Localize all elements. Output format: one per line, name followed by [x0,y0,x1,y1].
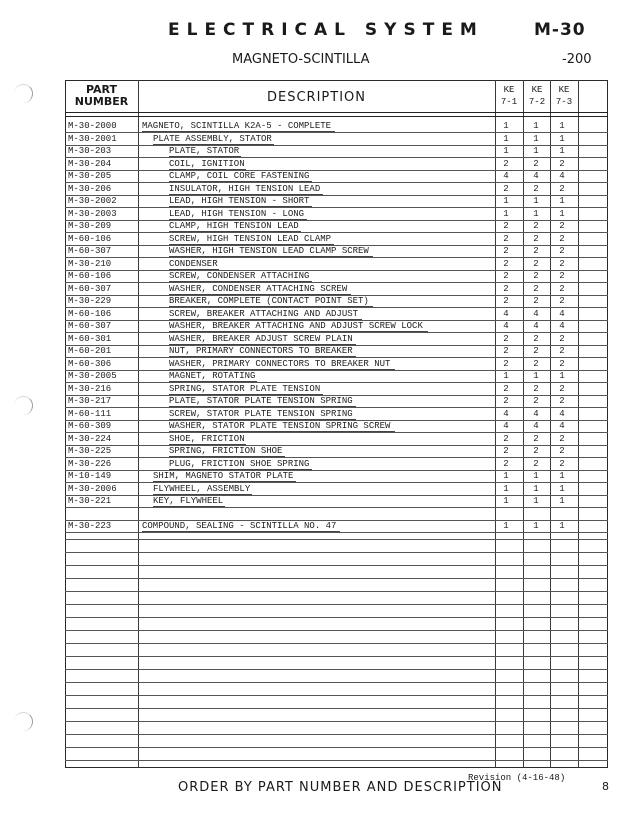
part-number: M-30-225 [68,446,112,456]
quantity-ke-7-1: 4 [503,321,509,331]
part-number: M-60-306 [68,358,112,369]
quantity-ke-7-3: 1 [559,371,565,381]
table-row [65,370,608,383]
quantity-ke-7-1: 2 [503,296,509,306]
part-description: CLAMP, COIL CORE FASTENING [169,171,310,181]
part-number: M-30-210 [68,258,112,269]
quantity-ke-7-2: 4 [533,171,539,181]
quantity-ke-7-1: 1 [503,371,509,381]
quantity-ke-7-3: 1 [559,483,565,494]
quantity-ke-7-1: 2 [503,283,509,294]
part-description: MAGNET, ROTATING [169,371,256,381]
table-row [65,458,608,471]
part-number: M-30-216 [68,383,112,394]
quantity-ke-7-1: 4 [503,171,509,181]
table-row [65,208,608,221]
blank-rule [65,643,608,644]
part-description: NUT, PRIMARY CONNECTORS TO BREAKER [169,346,353,356]
column-header-ke-7-2 [524,84,550,108]
quantity-ke-7-2: 1 [533,371,539,381]
part-number: M-30-217 [68,396,112,406]
part-number: M-30-2002 [68,196,117,206]
part-description: WASHER, BREAKER ADJUST SCREW PLAIN [169,333,353,344]
table-row [65,170,608,183]
quantity-ke-7-1: 2 [503,221,509,231]
quantity-ke-7-3: 2 [559,233,565,244]
part-description: WASHER, HIGH TENSION LEAD CLAMP SCREW [169,246,369,256]
part-number: M-60-106 [68,233,112,244]
quantity-ke-7-1: 2 [503,183,509,194]
quantity-ke-7-2: 1 [533,146,539,156]
part-description: SCREW, CONDENSER ATTACHING [169,271,310,281]
quantity-ke-7-3: 1 [559,196,565,206]
part-description: FLYWHEEL, ASSEMBLY [153,483,251,494]
table-row [65,420,608,433]
quantity-ke-7-1: 2 [503,158,509,169]
quantity-ke-7-3: 2 [559,358,565,369]
blank-rule [65,708,608,709]
quantity-ke-7-2: 2 [533,383,539,394]
part-number: M-10-149 [68,471,112,481]
ke-7-2-bottom: 7-2 [528,97,546,107]
quantity-ke-7-1: 1 [503,496,509,506]
table-row [65,183,608,196]
page-number: 8 [602,780,609,793]
part-description: WASHER, PRIMARY CONNECTORS TO BREAKER NUT [169,358,391,369]
table-row [65,195,608,208]
part-description: KEY, FLYWHEEL [153,496,224,506]
blank-rule [65,656,608,657]
description-underline [142,531,340,532]
column-header-ke-7-1 [496,84,522,108]
part-description: WASHER, CONDENSER ATTACHING SCREW [169,283,348,294]
binder-hole-bottom [14,712,33,731]
ke-7-1-top: KE [503,85,515,95]
column-header-part-line2: NUMBER [74,95,129,108]
quantity-ke-7-1: 4 [503,408,509,419]
column-header-part-number [65,84,138,108]
part-number: M-60-201 [68,346,112,356]
table-row [65,395,608,408]
quantity-ke-7-1: 4 [503,308,509,319]
binder-hole-top [14,84,33,103]
table-row [65,295,608,308]
part-number: M-60-111 [68,408,112,419]
blank-rule [65,539,608,540]
quantity-ke-7-3: 4 [559,171,565,181]
part-number: M-30-203 [68,146,112,156]
quantity-ke-7-2: 1 [533,521,539,531]
quantity-ke-7-3: 2 [559,446,565,456]
part-description: COMPOUND, SEALING - SCINTILLA NO. 47 [142,521,337,531]
table-row [65,320,608,333]
quantity-ke-7-2: 2 [533,446,539,456]
quantity-ke-7-2: 1 [533,471,539,481]
part-number: M-30-2003 [68,208,117,219]
table-row [65,120,608,133]
blank-rule [65,552,608,553]
quantity-ke-7-1: 2 [503,271,509,281]
quantity-ke-7-3: 2 [559,396,565,406]
quantity-ke-7-2: 2 [533,346,539,356]
quantity-ke-7-1: 2 [503,458,509,469]
header-rule [65,112,608,113]
page-subnumber: -200 [562,52,592,67]
part-description: SHIM, MAGNETO STATOR PLATE [153,471,294,481]
part-description: PLUG, FRICTION SHOE SPRING [169,458,310,469]
part-number: M-60-309 [68,421,112,431]
quantity-ke-7-2: 1 [533,133,539,144]
quantity-ke-7-3: 2 [559,183,565,194]
quantity-ke-7-3: 2 [559,283,565,294]
table-row [65,133,608,146]
part-number: M-60-106 [68,271,112,281]
table-row [65,220,608,233]
table-row [65,483,608,496]
quantity-ke-7-2: 2 [533,333,539,344]
table-row [65,283,608,296]
quantity-ke-7-2: 1 [533,496,539,506]
quantity-ke-7-1: 1 [503,146,509,156]
column-header-ke-7-3 [551,84,577,108]
table-row [65,145,608,158]
part-description: PLATE ASSEMBLY, STATOR [153,133,272,144]
quantity-ke-7-2: 2 [533,258,539,269]
part-number: M-30-2005 [68,371,117,381]
part-description: SCREW, BREAKER ATTACHING AND ADJUST [169,308,359,319]
part-number: M-30-223 [68,521,112,531]
quantity-ke-7-2: 2 [533,221,539,231]
quantity-ke-7-1: 2 [503,358,509,369]
table-row [65,258,608,271]
table-row [65,233,608,246]
blank-rule [65,630,608,631]
quantity-ke-7-2: 1 [533,208,539,219]
quantity-ke-7-2: 4 [533,408,539,419]
table-row [65,358,608,371]
table-row [65,495,608,508]
quantity-ke-7-2: 4 [533,421,539,431]
revision-stamp: Revision (4-16-48) [468,773,566,783]
quantity-ke-7-3: 1 [559,121,565,131]
quantity-ke-7-3: 4 [559,321,565,331]
quantity-ke-7-1: 1 [503,133,509,144]
table-row [65,520,608,533]
quantity-ke-7-3: 2 [559,271,565,281]
part-description: CONDENSER [169,258,218,269]
quantity-ke-7-3: 2 [559,246,565,256]
part-description: CLAMP, HIGH TENSION LEAD [169,221,299,231]
quantity-ke-7-1: 1 [503,471,509,481]
quantity-ke-7-3: 2 [559,433,565,444]
quantity-ke-7-1: 2 [503,396,509,406]
part-number: M-30-204 [68,158,112,169]
quantity-ke-7-1: 2 [503,433,509,444]
header-rule-2 [65,116,608,117]
table-row [65,245,608,258]
blank-rule [65,565,608,566]
quantity-ke-7-3: 2 [559,458,565,469]
blank-rule [65,617,608,618]
quantity-ke-7-2: 2 [533,283,539,294]
quantity-ke-7-2: 2 [533,183,539,194]
table-row [65,445,608,458]
part-number: M-30-2006 [68,483,117,494]
quantity-ke-7-3: 1 [559,521,565,531]
part-description: SHOE, FRICTION [169,433,245,444]
quantity-ke-7-3: 2 [559,258,565,269]
part-description: COIL, IGNITION [169,158,245,169]
blank-rule [65,695,608,696]
column-header-part-line1: PART [85,83,118,96]
part-number: M-30-226 [68,458,112,469]
quantity-ke-7-2: 1 [533,196,539,206]
quantity-ke-7-1: 2 [503,246,509,256]
part-description: BREAKER, COMPLETE (CONTACT POINT SET) [169,296,369,306]
quantity-ke-7-3: 1 [559,133,565,144]
ke-7-2-top: KE [531,85,543,95]
table-row [65,470,608,483]
blank-rule [65,591,608,592]
quantity-ke-7-2: 2 [533,271,539,281]
quantity-ke-7-2: 4 [533,321,539,331]
part-description: MAGNETO, SCINTILLA K2A-5 - COMPLETE [142,121,332,131]
part-description: PLATE, STATOR [169,146,240,156]
column-header-description: DESCRIPTION [267,90,366,105]
section-code: M-30 [534,20,586,40]
part-description: INSULATOR, HIGH TENSION LEAD [169,183,321,194]
quantity-ke-7-1: 2 [503,258,509,269]
table-row [65,383,608,396]
quantity-ke-7-3: 4 [559,308,565,319]
part-description: WASHER, BREAKER ATTACHING AND ADJUST SCREW LOCK [169,321,423,331]
quantity-ke-7-1: 1 [503,483,509,494]
quantity-ke-7-1: 2 [503,346,509,356]
part-description: SCREW, HIGH TENSION LEAD CLAMP [169,233,332,244]
quantity-ke-7-2: 1 [533,483,539,494]
quantity-ke-7-3: 4 [559,408,565,419]
binder-hole-middle [14,396,33,415]
quantity-ke-7-3: 1 [559,496,565,506]
part-number: M-30-2001 [68,133,117,144]
part-number: M-60-307 [68,283,112,294]
quantity-ke-7-3: 1 [559,208,565,219]
quantity-ke-7-3: 2 [559,346,565,356]
part-number: M-60-307 [68,246,112,256]
quantity-ke-7-2: 2 [533,296,539,306]
blank-rule [65,604,608,605]
page-subtitle: MAGNETO-SCINTILLA [232,52,370,67]
quantity-ke-7-2: 2 [533,396,539,406]
part-number: M-60-307 [68,321,112,331]
quantity-ke-7-2: 2 [533,246,539,256]
blank-rule [65,747,608,748]
quantity-ke-7-3: 2 [559,221,565,231]
page-title: ELECTRICAL SYSTEM [168,20,484,40]
part-number: M-30-205 [68,171,112,181]
table-row [65,270,608,283]
quantity-ke-7-2: 2 [533,458,539,469]
table-row [65,345,608,358]
part-number: M-30-2000 [68,121,117,131]
part-number: M-30-209 [68,221,112,231]
blank-rule [65,578,608,579]
table-row [65,158,608,171]
ke-7-1-bottom: 7-1 [500,97,518,107]
part-description: SCREW, STATOR PLATE TENSION SPRING [169,408,353,419]
quantity-ke-7-1: 1 [503,208,509,219]
part-description: SPRING, FRICTION SHOE [169,446,283,456]
table-row [65,333,608,346]
part-description: LEAD, HIGH TENSION - SHORT [169,196,310,206]
part-description: PLATE, STATOR PLATE TENSION SPRING [169,396,353,406]
part-number: M-30-224 [68,433,112,444]
quantity-ke-7-3: 4 [559,421,565,431]
blank-rule [65,669,608,670]
quantity-ke-7-3: 2 [559,296,565,306]
table-row [65,433,608,446]
quantity-ke-7-1: 2 [503,233,509,244]
quantity-ke-7-2: 4 [533,308,539,319]
quantity-ke-7-3: 1 [559,471,565,481]
quantity-ke-7-2: 2 [533,158,539,169]
part-number: M-30-229 [68,296,112,306]
blank-rule [65,734,608,735]
quantity-ke-7-1: 2 [503,446,509,456]
part-description: SPRING, STATOR PLATE TENSION [169,383,321,394]
ke-7-3-top: KE [558,85,570,95]
part-number: M-60-106 [68,308,112,319]
part-number: M-60-301 [68,333,112,344]
ke-7-3-bottom: 7-3 [555,97,573,107]
quantity-ke-7-1: 1 [503,521,509,531]
quantity-ke-7-3: 1 [559,146,565,156]
part-description: LEAD, HIGH TENSION - LONG [169,208,305,219]
quantity-ke-7-2: 2 [533,358,539,369]
quantity-ke-7-1: 4 [503,421,509,431]
quantity-ke-7-1: 2 [503,383,509,394]
blank-rule [65,682,608,683]
table-row [65,408,608,421]
quantity-ke-7-3: 2 [559,158,565,169]
quantity-ke-7-3: 2 [559,333,565,344]
quantity-ke-7-1: 1 [503,196,509,206]
table-row [65,508,608,521]
part-number: M-30-206 [68,183,112,194]
part-description: WASHER, STATOR PLATE TENSION SPRING SCREW [169,421,391,431]
blank-rule [65,721,608,722]
quantity-ke-7-2: 2 [533,233,539,244]
quantity-ke-7-2: 2 [533,433,539,444]
quantity-ke-7-1: 2 [503,333,509,344]
blank-rule [65,760,608,761]
quantity-ke-7-1: 1 [503,121,509,131]
part-number: M-30-221 [68,496,112,506]
order-note: ORDER BY PART NUMBER AND DESCRIPTION [178,780,503,795]
quantity-ke-7-2: 1 [533,121,539,131]
quantity-ke-7-3: 2 [559,383,565,394]
table-row [65,308,608,321]
